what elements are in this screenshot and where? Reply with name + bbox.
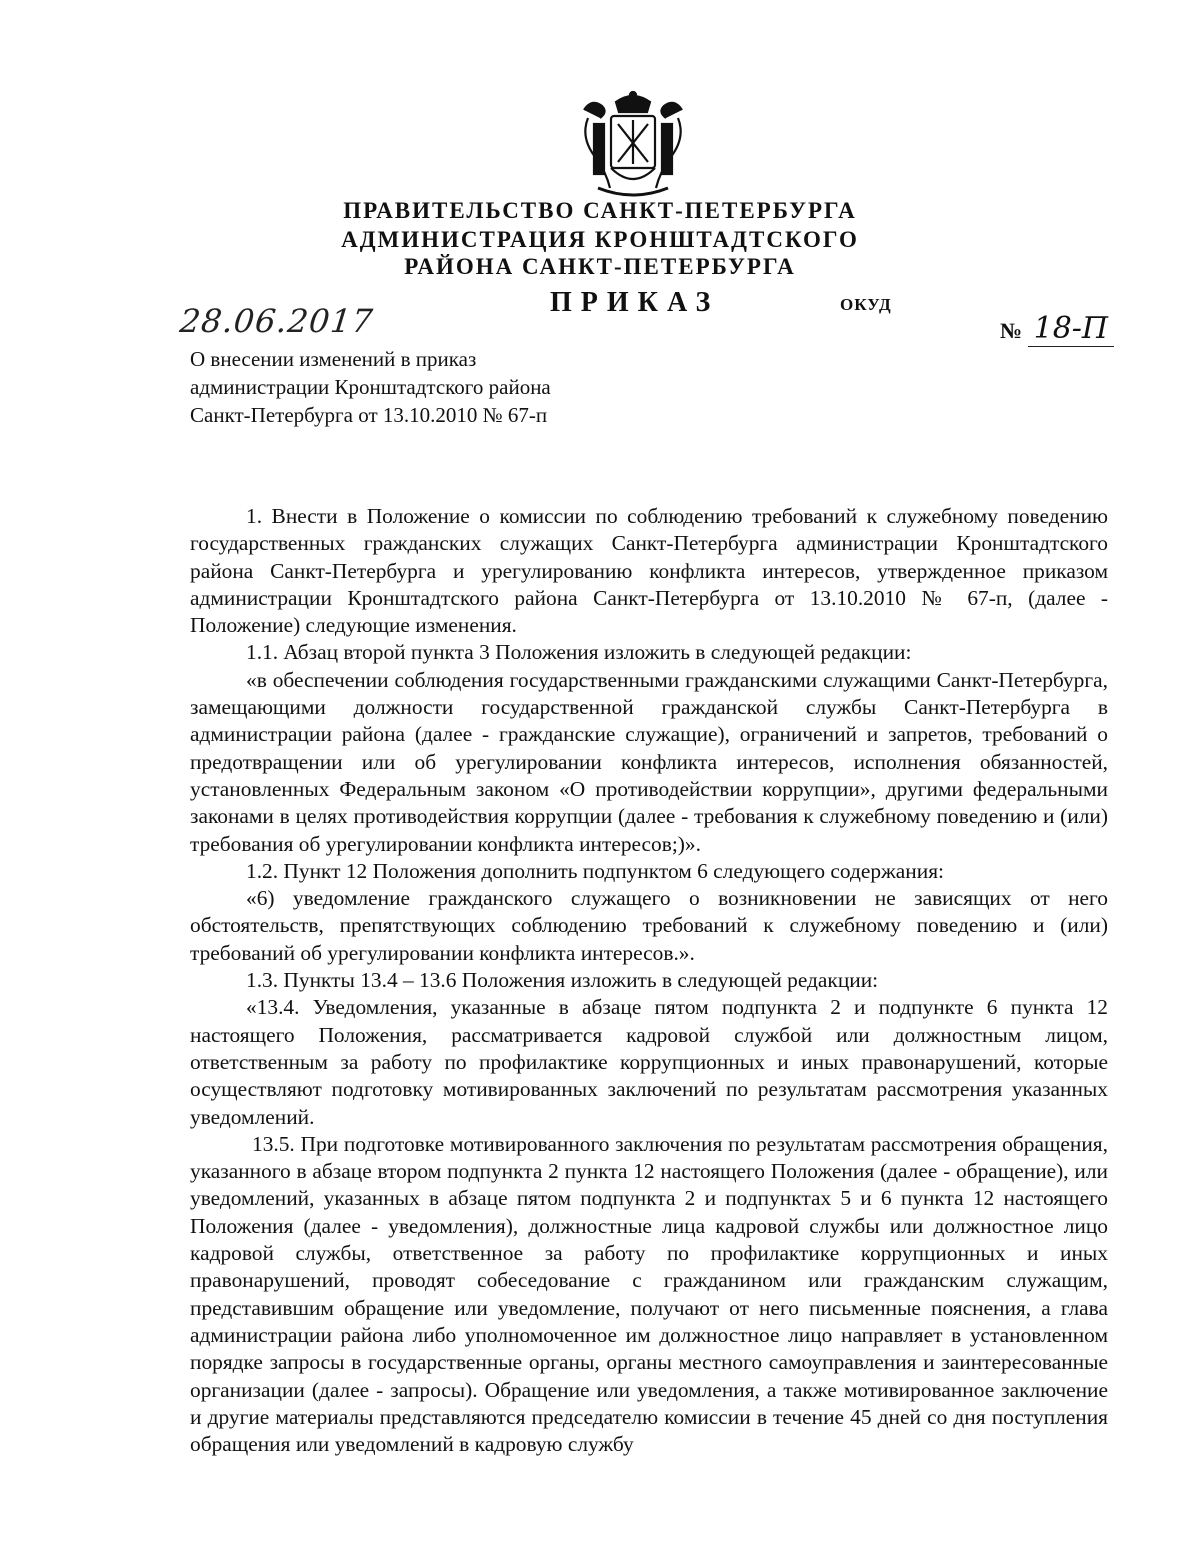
document-type: ПРИКАЗ xyxy=(550,287,720,318)
subject-line: администрации Кронштадтского района xyxy=(190,375,551,399)
handwritten-date: 28.06.2017 xyxy=(178,302,376,340)
paragraph: 1.3. Пункты 13.4 – 13.6 Положения изложить в следующей редакции: xyxy=(246,968,879,993)
paragraph: 13.5. При подготовке мотивированного заключения по результатам рассмотрения обращения, указанного в абзаце втором подпункта 2 пункта 12 настоящего Положения (далее - обращение), или уведомлений, указанных в абзаце пятом подпункта 2 и подпунктах 5 и 6 пункта 12 настоящего Положения (далее - уведомления), должностные лица кадровой службы или должностное лицо кадровой службы, ответственное за работу по профилактике коррупционных и иных правонарушений, проводят собеседование с гражданином или гражданским служащим, представившим обращение или уведомление, получают от него письменные пояснения, а глава администрации района либо уполномоченное им должностное лицо направляет в установленном порядке запросы в государственные органы, органы местного самоуправления и заинтересованные организации (далее - запросы). Обращение или уведомления, а также мотивированное заключение и другие материалы представляются председателю комиссии в течение 45 дней со дня поступления обращения или уведомлений в кадровую службу xyxy=(190,1131,1108,1457)
paragraph: «13.4. Уведомления, указанные в абзаце пятом подпункта 2 и подпункте 6 пункта 12 настоящего Положения, рассматривается кадровой службой или должностным лицом, ответственным за работу по профилактике коррупционных и иных правонарушений, которые осуществляют подготовку мотивированных заключений по результатам рассмотрения указанных уведомлений. xyxy=(190,995,1108,1129)
order-number xyxy=(1000,311,1114,346)
subject-line: Санкт-Петербурга от 13.10.2010 № 67-п xyxy=(190,403,548,427)
paragraph: 1.2. Пункт 12 Положения дополнить подпунктом 6 следующего содержания: xyxy=(246,858,944,883)
number-label: № xyxy=(1000,318,1023,343)
paragraph: «6) уведомление гражданского служащего о возникновении не зависящих от него обстоятельств, препятствующих соблюдению требований к служебному поведению и (или) требований об урегулировании конфликта интересов.». xyxy=(190,886,1108,965)
header-government: ПРАВИТЕЛЬСТВО САНКТ-ПЕТЕРБУРГА xyxy=(343,198,857,223)
paragraph: 1. Внести в Положение о комиссии по соблюдению требований к служебному поведению государственных гражданских служащих Санкт-Петербурга администрации Кронштадтского района Санкт-Петербурга и урегулированию конфликта интересов, утвержденное приказом администрации Кронштадтского района Санкт-Петербурга от 13.10.2010 № 67-п, (далее - Положение) следующие изменения. xyxy=(190,504,1108,638)
coat-of-arms-emblem xyxy=(578,90,688,200)
order-subject xyxy=(190,345,551,429)
handwritten-number: 18-П xyxy=(1028,311,1114,347)
okud-label: ОКУД xyxy=(840,295,892,314)
document-body xyxy=(190,503,1108,1458)
header-district: РАЙОНА САНКТ-ПЕТЕРБУРГА xyxy=(404,254,796,279)
paragraph: 1.1. Абзац второй пункта 3 Положения изложить в следующей редакции: xyxy=(246,640,912,665)
subject-line: О внесении изменений в приказ xyxy=(190,347,477,371)
paragraph: «в обеспечении соблюдения государственными гражданскими служащими Санкт-Петербурга, замещающими должности государственной гражданской службы Санкт-Петербурга в администрации района (далее - гражданские служащие), ограничений и запретов, требований о предотвращении или об урегулировании конфликта интересов, исполнения обязанностей, установленных Федеральным законом «О противодействии коррупции», другими федеральными законами в целях противодействия коррупции (далее - требования к служебному поведению и (или) требования об урегулировании конфликта интересов;)». xyxy=(190,667,1108,856)
header-administration: АДМИНИСТРАЦИЯ КРОНШТАДТСКОГО xyxy=(341,227,859,252)
